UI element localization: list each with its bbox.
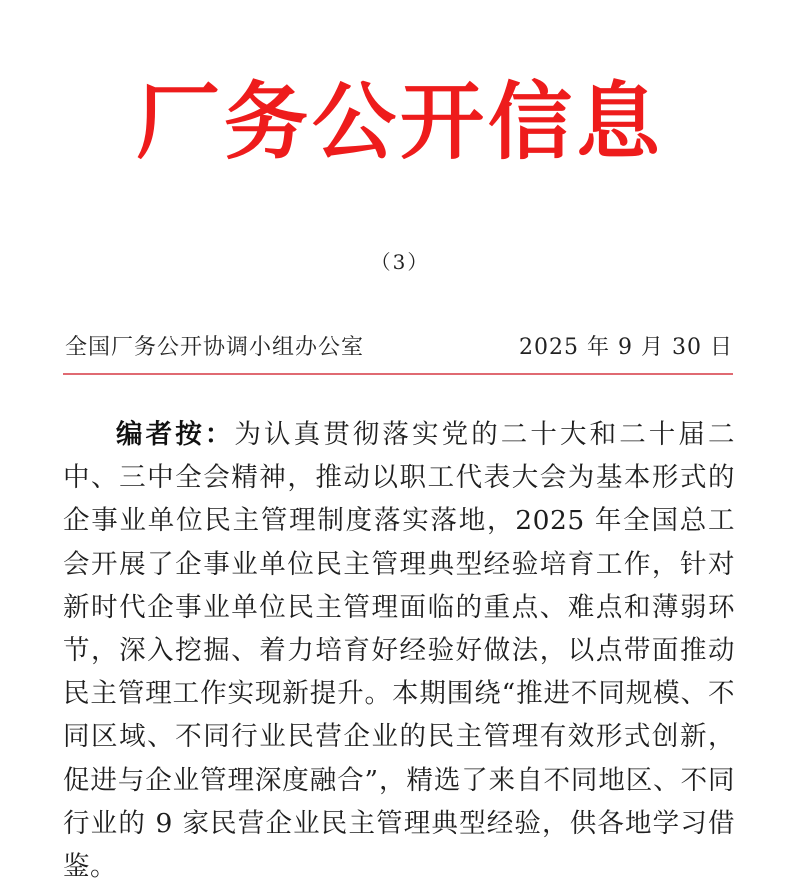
issue-date: 2025 年 9 月 30 日	[519, 335, 733, 360]
issuer-date-row	[65, 333, 733, 363]
red-divider-rule	[63, 373, 733, 375]
issue-number: （3）	[370, 250, 430, 274]
editor-note-label: 编者按：	[116, 419, 235, 450]
editor-note-paragraph	[63, 413, 735, 888]
issuer-name: 全国厂务公开协调小组办公室	[65, 335, 365, 360]
masthead-title: 厂务公开信息	[135, 73, 664, 171]
editor-note-body: 为认真贯彻落实党的二十大和二十届二中、三中全会精神，推动以职工代表大会为基本形式的企事业单位民主管理制度落实落地，2025 年全国总工会开展了企事业单位民主管理典型经验培育工作，针对新时代企事业单位民主管理面临的重点、难点和薄弱环节，深入挖掘、着力培育好经验好做法，以点带面推动民主管理工作实现新提升。本期围绕“推进不同规模、不同区域、不同行业民营企业的民主管理有效形式创新，促进与企业管理深度融合”，精选了来自不同地区、不同行业的 9 家民营企业民主管理典型经验，供各地学习借鉴。	[63, 419, 736, 883]
